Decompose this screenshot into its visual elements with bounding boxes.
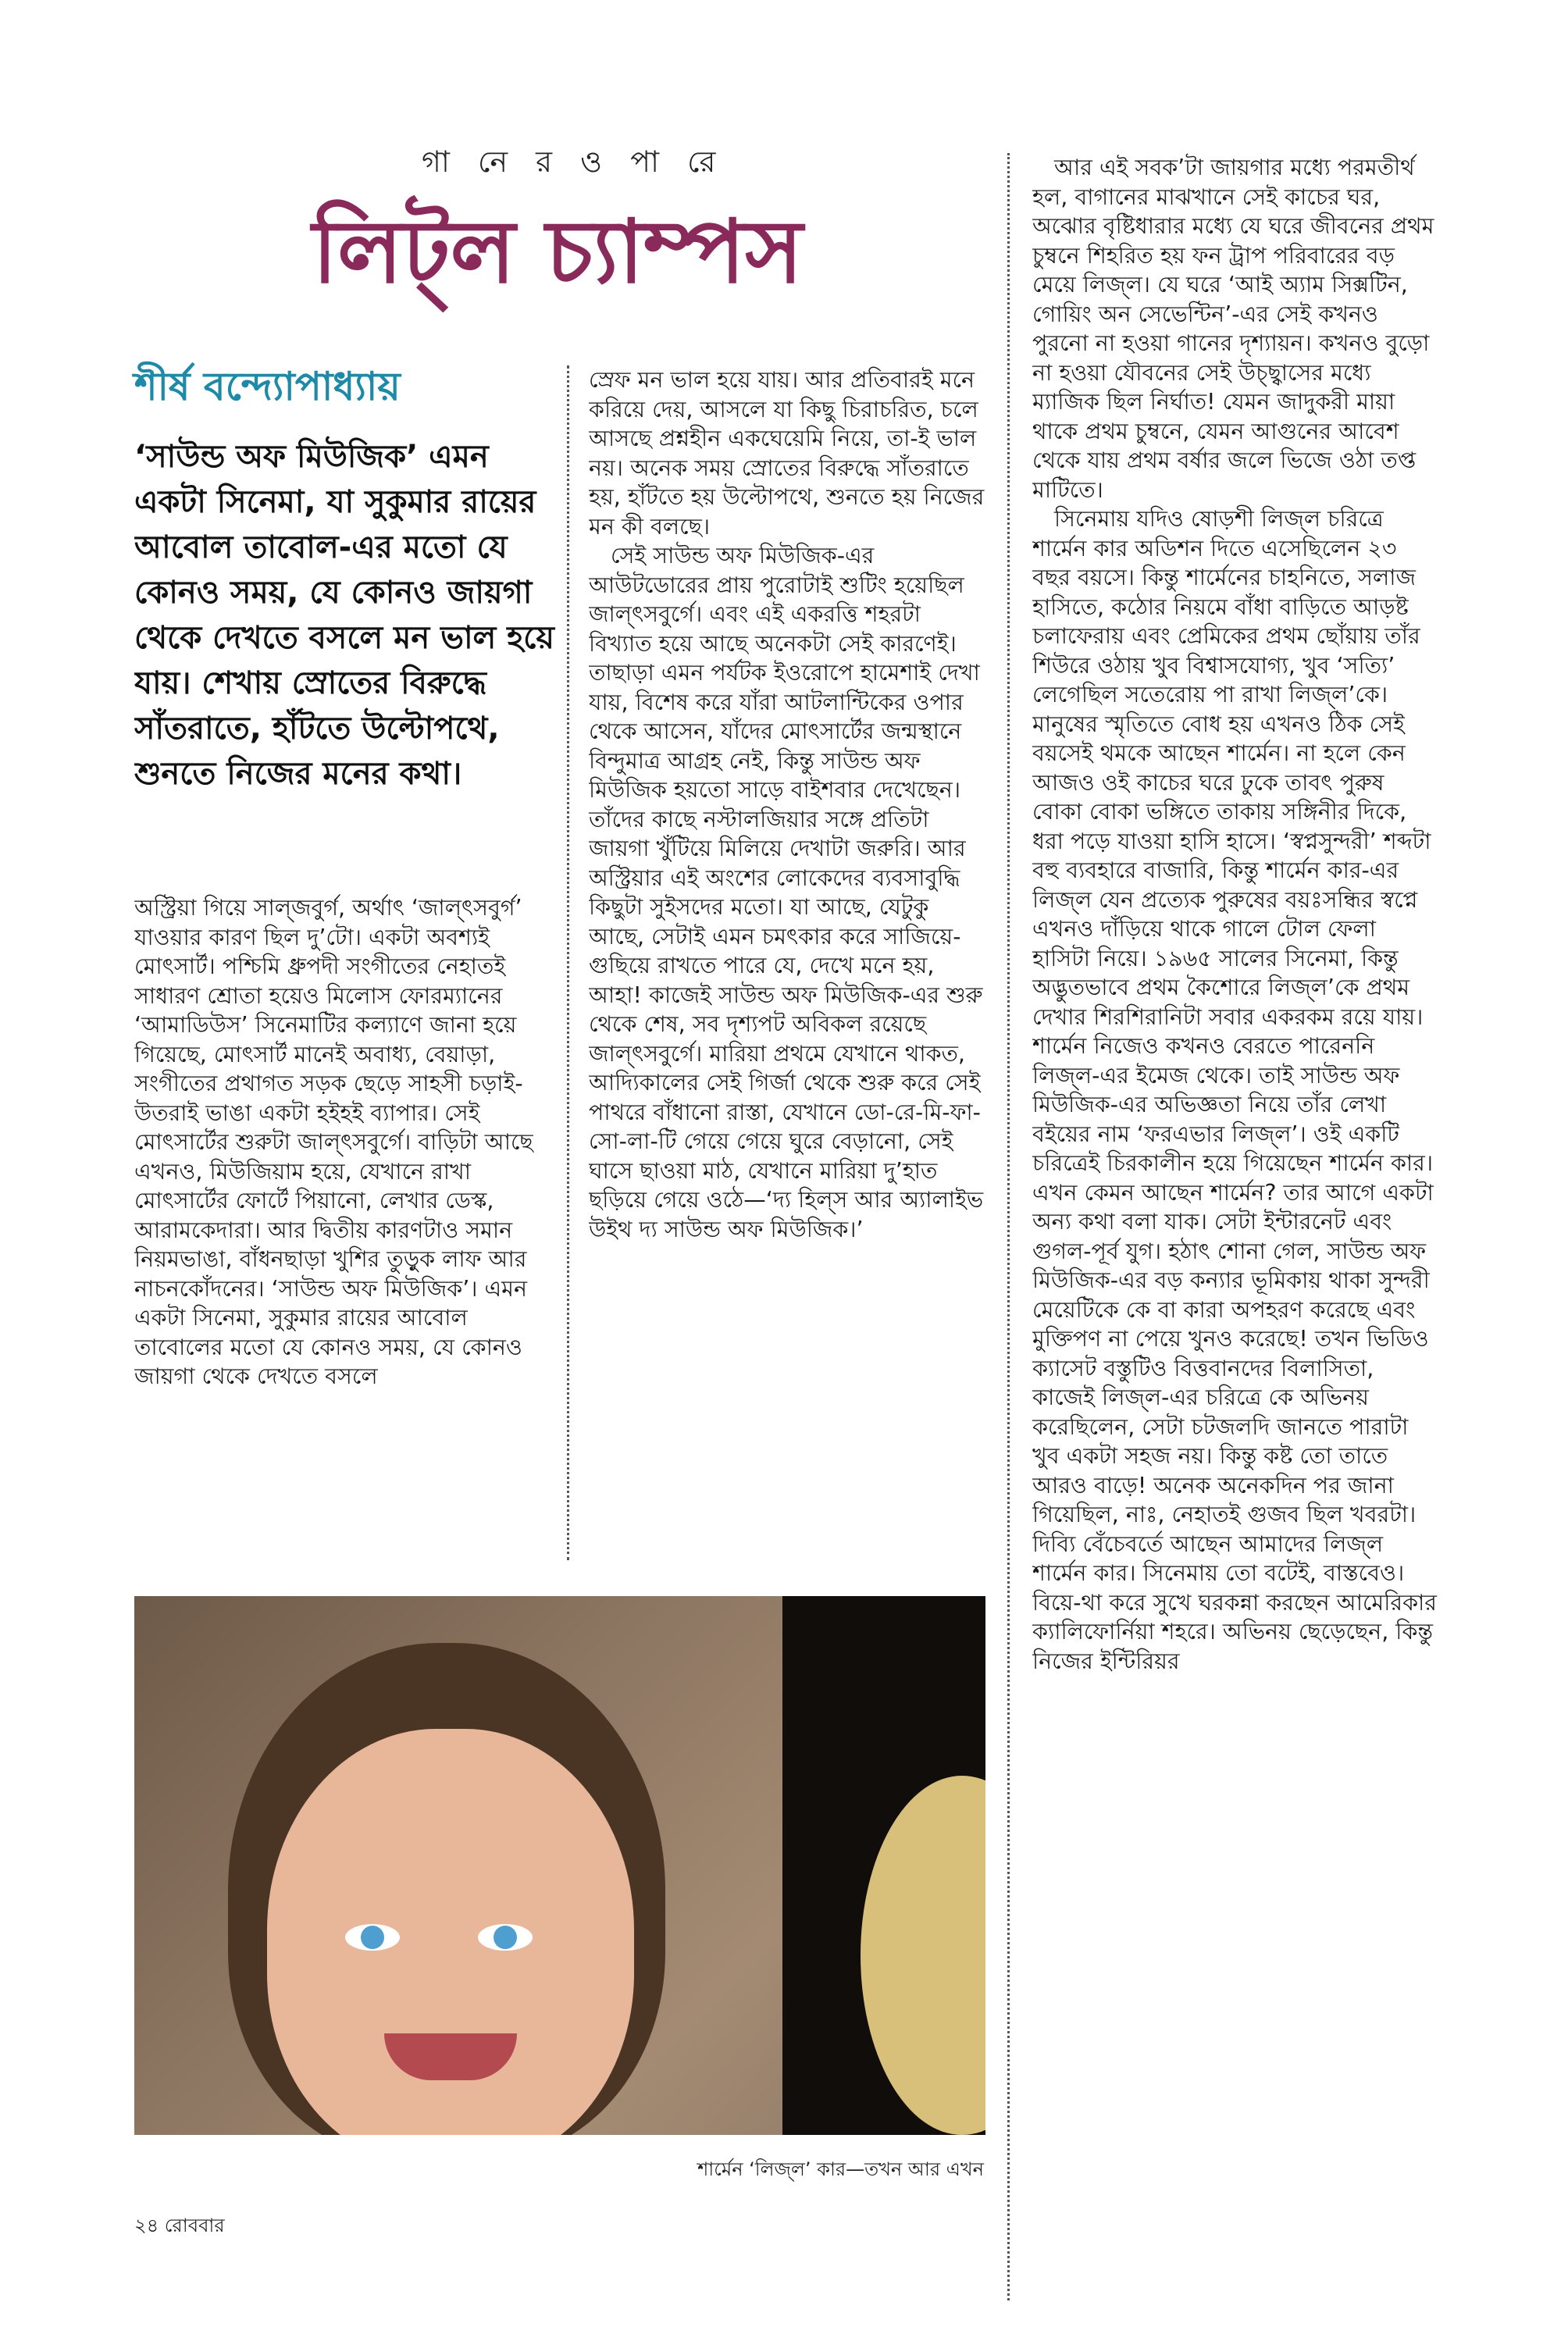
section-kicker: গা নে র ও পা রে [422,144,725,179]
article-intro: ‘সাউন্ড অফ মিউজিক’ এমন একটা সিনেমা, যা সুকুমার রায়ের আবোল তাবোল-এর মতো যে কোনও সময়, যে কোনও জায়গা থেকে দেখতে বসলে মন ভাল হয়ে যায়। শেখায় স্রোতের বিরুদ্ধে সাঁতরাতে, হাঁটতে উল্টোপথে, শুনতে নিজের মনের কথা। [134,439,554,792]
paragraph: সিনেমায় যদিও ষোড়শী লিজ্‌ল চরিত্রে শার্মেন কার অডিশন দিতে এসেছিলেন ২৩ বছর বয়সে। কিন্তু শার্মেনের চাহনিতে, সলাজ হাসিতে, কঠোর নিয়মে বাঁধা বাড়িতে আড়ষ্ট চলাফেরায় এবং প্রেমিকের প্রথম ছোঁয়ায় তাঁর শিউরে ওঠায় খুব বিশ্বাসযোগ্য, খুব ‘সত্যি’ লেগেছিল সতেরোয় পা রাখা লিজ্‌ল’কে। মানুষের স্মৃতিতে বোধ হয় এখনও ঠিক সেই বয়সেই থমকে আছেন শার্মেন। না হলে কেন আজও ওই কাচের ঘরে ঢুকে তাবৎ পুরুষ বোকা বোকা ভঙ্গিতে তাকায় সঙ্গিনীর দিকে, ধরা পড়ে যাওয়া হাসি হাসে। ‘স্বপ্নসুন্দরী’ শব্দটা বহু ব্যবহারে বাজারি, কিন্তু শার্মেন কার-এর লিজ্‌ল যেন প্রত্যেক পুরুষের বয়ঃসন্ধির স্বপ্নে এখনও দাঁড়িয়ে থাকে গালে টোল ফেলা হাসিটা নিয়ে। ১৯৬৫ সালের সিনেমা, কিন্তু অদ্ভুতভাবে প্রথম কৈশোরে লিজ্‌ল’কে প্রথম দেখার শিরশিরানিটা সবার একরকম রয়ে যায়। শার্মেন নিজেও কখনও বেরতে পারেননি লিজ্‌ল-এর ইমেজ থেকে। তাই সাউন্ড অফ মিউজিক-এর অভিজ্ঞতা নিয়ে তাঁর লেখা বইয়ের নাম ‘ফরএভার লিজ্‌ল’। ওই একটি চরিত্রেই চিরকালীন হয়ে গিয়েছেন শার্মেন কার। এখন কেমন আছেন শার্মেন? তার আগে একটা অন্য কথা বলা যাক। সেটা ইন্টারনেট এবং গুগল-পূর্ব যুগ। হঠাৎ শোনা গেল, সাউন্ড অফ মিউজিক-এর বড় কন্যার ভূমিকায় থাকা সুন্দরী মেয়েটিকে কে বা কারা অপহরণ করেছে এবং মুক্তিপণ না পেয়ে খুনও করেছে! তখন ভিডিও ক্যাসেট বস্তুটিও বিত্তবানদের বিলাসিতা, কাজেই লিজ্‌ল-এর চরিত্রে কে অভিনয় করেছিলেন, সেটা চটজলদি জানতে পারাটা খুব একটা সহজ নয়। কিন্তু কষ্ট তো তাতে আরও বাড়ে! অনেক অনেকদিন পর জানা গিয়েছিল, নাঃ, নেহাতই গুজব ছিল খবরটা। দিব্যি বেঁচেবর্তে আছেন আমাদের লিজ্‌ল শার্মেন কার। সিনেমায় তো বটেই, বাস্তবেও। বিয়ে-থা করে সুখে ঘরকন্না করছেন আমেরিকার ক্যালিফোর্নিয়া শহরে। অভিনয় ছেড়েছেন, কিন্তু নিজের ইন্টিরিয়র [1032,506,1437,1674]
article-column-1 [134,893,556,1549]
article-photo [134,1596,985,2135]
author-byline: শীর্ষ বন্দ্যোপাধ্যায় [134,364,401,409]
column-divider [1007,153,1010,2300]
photo-caption: শার্মেন ‘লিজ্‌ল’ কার—তখন আর এখন [697,2158,984,2180]
page-folio: ২৪ রোববার [134,2215,225,2236]
paragraph: অস্ট্রিয়া গিয়ে সাল্‌জবুর্গ, অর্থাৎ ‘জাল্‌ৎসবুর্গ’ যাওয়ার কারণ ছিল দু’টো। একটা অবশ্যই মোৎসার্ট। পশ্চিমি ধ্রুপদী সংগীতের নেহাতই সাধারণ শ্রোতা হয়েও মিলোস ফোরম্যানের ‘আমাডিউস’ সিনেমাটির কল্যাণে জানা হয়ে গিয়েছে, মোৎসার্ট মানেই অবাধ্য, বেয়াড়া, সংগীতের প্রথাগত সড়ক ছেড়ে সাহসী চড়াই-উতরাই ভাঙা একটা হইহই ব্যাপার। সেই মোৎসার্টের শুরুটা জাল্‌ৎসবুর্গে। বাড়িটা আছে এখনও, মিউজিয়াম হয়ে, যেখানে রাখা মোৎসার্টের ফোর্টে পিয়ানো, লেখার ডেস্ক, আরামকেদারা। আর দ্বিতীয় কারণটাও সমান নিয়মভাঙা, বাঁধনছাড়া খুশির তুড়ুক লাফ আর নাচনকোঁদনের। ‘সাউন্ড অফ মিউজিক’। এমন একটা সিনেমা, সুকুমার রায়ের আবোল তাবোলের মতো যে কোনও সময়, যে কোনও জায়গা থেকে দেখতে বসলে [134,895,533,1389]
article-column-2 [589,365,987,1576]
article-title: লিট্‌ল চ্যাম্পস [312,201,804,303]
column-divider [567,365,569,1560]
paragraph: সেই সাউন্ড অফ মিউজিক-এর আউটডোরের প্রায় পুরোটাই শুটিং হয়েছিল জাল্‌ৎসবুর্গে। এবং এই একরত্তি শহরটা বিখ্যাত হয়ে আছে অনেকটা সেই কারণেই। তাছাড়া এমন পর্যটক ইওরোপে হামেশাই দেখা যায়, বিশেষ করে যাঁরা আটলান্টিকের ওপার থেকে আসেন, যাঁদের মোৎসার্টের জন্মস্থানে বিন্দুমাত্র আগ্রহ নেই, কিন্তু সাউন্ড অফ মিউজিক হয়তো সাড়ে বাইশবার দেখেছেন। তাঁদের কাছে নস্টালজিয়ার সঙ্গে প্রতিটা জায়গা খুঁটিয়ে মিলিয়ে দেখাটা জরুরি। আর অস্ট্রিয়ার এই অংশের লোকেদের ব্যবসাবুদ্ধি কিছুটা সুইসদের মতো। যা আছে, যেটুকু আছে, সেটাই এমন চমৎকার করে সাজিয়ে-গুছিয়ে রাখতে পারে যে, দেখে মনে হয়, আহা! কাজেই সাউন্ড অফ মিউজিক-এর শুরু থেকে শেষ, সব দৃশ্যপট অবিকল রয়েছে জাল্‌ৎসবুর্গে। মারিয়া প্রথমে যেখানে থাকত, আদ্যিকালের সেই গির্জা থেকে শুরু করে সেই পাথরে বাঁধানো রাস্তা, যেখানে ডো-রে-মি-ফা-সো-লা-টি গেয়ে গেয়ে ঘুরে বেড়ানো, সেই ঘাসে ছাওয়া মাঠ, যেখানে মারিয়া দু’হাত ছড়িয়ে গেয়ে ওঠে—‘দ্য হিল্‌স আর অ্যালাইভ উইথ দ্য সাউন্ড অফ মিউজিক।’ [589,543,984,1242]
photo-eye [345,1924,400,1951]
article-column-3 [1032,153,1438,2308]
paragraph: আর এই সবক’টা জায়গার মধ্যে পরমতীর্থ হল, বাগানের মাঝখানে সেই কাচের ঘর, অঝোর বৃষ্টিধারার মধ্যে যে ঘরে জীবনের প্রথম চুম্বনে শিহরিত হয় ফন ট্রাপ পরিবারের বড় মেয়ে লিজ্‌ল। যে ঘরে ‘আই অ্যাম সিক্সটিন, গোয়িং অন সেভেন্টিন’-এর সেই কখনও পুরনো না হওয়া গানের দৃশ্যায়ন। কখনও বুড়ো না হওয়া যৌবনের সেই উচ্ছ্বাসের মধ্যে ম্যাজিক ছিল নির্ঘাত! যেমন জাদুকরী মায়া থাকে প্রথম চুম্বনে, যেমন আগুনের আবেশ থেকে যায় প্রথম বর্ষার জলে ভিজে ওঠা তপ্ত মাটিতে। [1032,155,1434,503]
paragraph: স্রেফ মন ভাল হয়ে যায়। আর প্রতিবারই মনে করিয়ে দেয়, আসলে যা কিছু চিরাচরিত, চলে আসছে প্রশ্নহীন একঘেয়েমি নিয়ে, তা-ই ভাল নয়। অনেক সময় স্রোতের বিরুদ্ধে সাঁতরাতে হয়, হাঁটতে হয় উল্টোপথে, শুনতে হয় নিজের মন কী বলছে। [589,367,985,540]
photo-eye [478,1924,533,1951]
